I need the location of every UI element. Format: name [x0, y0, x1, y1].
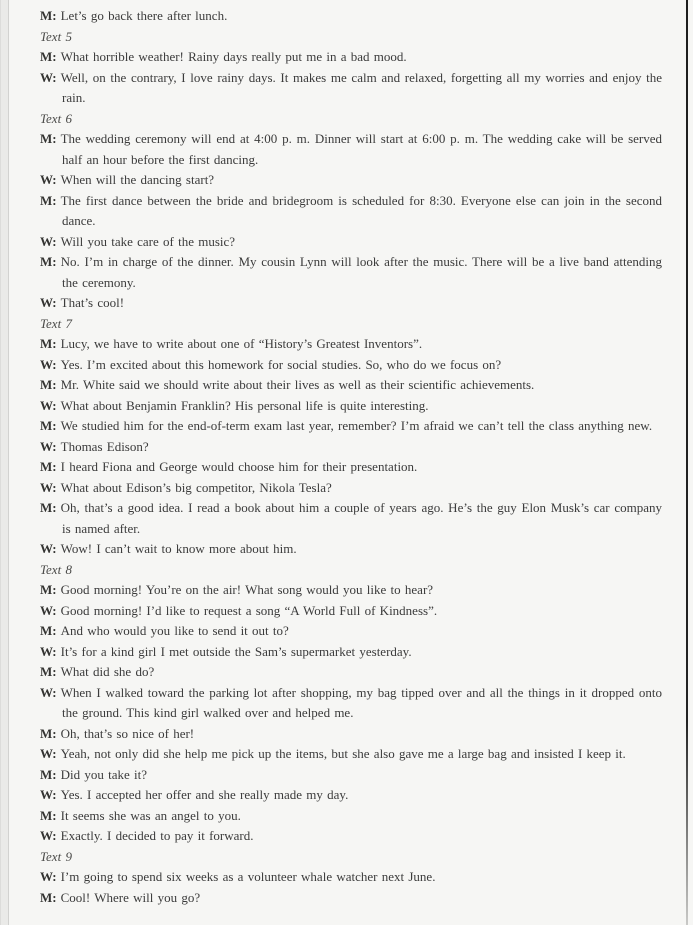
dialogue-line — [40, 293, 662, 314]
scan-right-edge-line — [686, 0, 688, 925]
utterance-text: Wow! I can’t wait to know more about him. — [60, 541, 297, 556]
speaker-label: W: — [40, 602, 57, 618]
dialogue-line — [40, 170, 662, 191]
utterance-text: Cool! Where will you go? — [60, 889, 201, 905]
utterance-text: Exactly. I decided to pay it forward. — [60, 828, 254, 843]
dialogue-line — [40, 683, 662, 724]
dialogue-line — [40, 601, 662, 622]
utterance-text: Lucy, we have to write about one of “History’s Greatest Inventors”. — [60, 336, 423, 351]
dialogue-line — [40, 785, 662, 806]
speaker-label: W: — [40, 295, 57, 310]
speaker-label: M: — [40, 500, 57, 515]
speaker-label: M: — [40, 8, 57, 23]
dialogue-line — [40, 662, 662, 683]
utterance-text: That’s cool! — [60, 295, 125, 310]
speaker-label: M: — [40, 254, 57, 269]
speaker-label: W: — [40, 541, 57, 556]
dialogue-line — [40, 888, 662, 909]
speaker-label: W: — [40, 746, 57, 761]
dialogue-line — [40, 191, 662, 232]
utterance-text: Oh, that’s so nice of her! — [60, 725, 195, 741]
speaker-label: M: — [40, 725, 57, 741]
section-label: Text 9 — [40, 848, 72, 864]
speaker-label: W: — [40, 643, 57, 659]
dialogue-line — [40, 334, 662, 355]
speaker-label: W: — [40, 479, 57, 495]
speaker-label: W: — [40, 397, 57, 413]
scan-left-margin — [0, 0, 9, 925]
dialogue-line — [40, 580, 662, 601]
speaker-label: M: — [40, 582, 57, 597]
speaker-label: W: — [40, 787, 57, 802]
section-label: Text 6 — [40, 110, 72, 126]
speaker-label: M: — [40, 664, 57, 679]
speaker-label: W: — [40, 356, 57, 372]
speaker-label: M: — [40, 623, 57, 638]
dialogue-line — [40, 765, 662, 786]
dialogue-line — [40, 396, 662, 417]
speaker-label: M: — [40, 131, 57, 146]
dialogue-line — [40, 826, 662, 847]
dialogue-line — [40, 457, 662, 478]
dialogue-line — [40, 621, 662, 642]
dialogue-line — [40, 498, 662, 539]
utterance-text: Good morning! I’d like to request a song “A World Full of Kindness”. — [60, 602, 438, 618]
speaker-label: M: — [40, 192, 57, 208]
utterance-text: What did she do? — [60, 664, 155, 679]
dialogue-line — [40, 6, 662, 27]
speaker-label: W: — [40, 233, 57, 249]
speaker-label: W: — [40, 684, 57, 700]
utterance-text: We studied him for the end-of-term exam last year, remember? I’m afraid we can’t tell the class anything new. — [60, 418, 653, 433]
dialogue-line — [40, 478, 662, 499]
dialogue-line — [40, 252, 662, 293]
utterance-text: Will you take care of the music? — [60, 233, 236, 249]
utterance-text: The first dance between the bride and bridegroom is scheduled for 8:30. Everyone else can join in the second dance. — [60, 192, 662, 228]
utterance-text: It’s for a kind girl I met outside the Sam’s supermarket yesterday. — [60, 643, 412, 659]
utterance-text: Well, on the contrary, I love rainy days. It makes me calm and relaxed, forgetting all my worries and enjoy the rain. — [60, 69, 662, 105]
dialogue-line — [40, 437, 662, 458]
speaker-label: W: — [40, 869, 57, 884]
speaker-label: M: — [40, 418, 57, 433]
speaker-label: M: — [40, 377, 57, 392]
utterance-text: I’m going to spend six weeks as a volunteer whale watcher next June. — [60, 869, 436, 884]
utterance-text: I heard Fiona and George would choose him for their presentation. — [60, 459, 418, 474]
speaker-label: M: — [40, 807, 57, 823]
utterance-text: Mr. White said we should write about their lives as well as their scientific achievements. — [60, 377, 535, 392]
section-label: Text 5 — [40, 28, 72, 44]
section-label: Text 8 — [40, 561, 72, 577]
utterance-text: Oh, that’s a good idea. I read a book about him a couple of years ago. He’s the guy Elon Musk’s car company is named after. — [60, 500, 662, 536]
dialogue-line — [40, 129, 662, 170]
speaker-label: M: — [40, 336, 57, 351]
dialogue-line — [40, 355, 662, 376]
utterance-text: Did you take it? — [60, 766, 148, 782]
utterance-text: No. I’m in charge of the dinner. My cousin Lynn will look after the music. There will be a live band attending the ceremony. — [60, 254, 662, 290]
dialogue-line — [40, 642, 662, 663]
utterance-text: What horrible weather! Rainy days really put me in a bad mood. — [60, 49, 407, 64]
speaker-label: W: — [40, 438, 57, 454]
utterance-text: When will the dancing start? — [60, 172, 215, 187]
speaker-label: M: — [40, 889, 57, 905]
dialogue-line — [40, 806, 662, 827]
dialogue-line — [40, 68, 662, 109]
utterance-text: What about Benjamin Franklin? His personal life is quite interesting. — [60, 397, 429, 413]
section-label: Text 7 — [40, 315, 72, 331]
utterance-text: Good morning! You’re on the air! What song would you like to hear? — [60, 582, 434, 597]
dialogue-line — [40, 232, 662, 253]
speaker-label: M: — [40, 459, 57, 474]
utterance-text: Yes. I’m excited about this homework for social studies. So, who do we focus on? — [60, 356, 502, 372]
utterance-text: Thomas Edison? — [60, 438, 149, 454]
speaker-label: M: — [40, 49, 57, 64]
dialogue-line — [40, 375, 662, 396]
utterance-text: When I walked toward the parking lot after shopping, my bag tipped over and all the things in it dropped onto the ground. This kind girl walked over and helped me. — [60, 684, 662, 720]
utterance-text: Yeah, not only did she help me pick up the items, but she also gave me a large bag and insisted I keep it. — [60, 746, 626, 761]
speaker-label: W: — [40, 69, 57, 85]
dialogue-line — [40, 47, 662, 68]
transcript — [40, 6, 662, 908]
utterance-text: Yes. I accepted her offer and she really made my day. — [60, 787, 349, 802]
utterance-text: The wedding ceremony will end at 4:00 p. m. Dinner will start at 6:00 p. m. The wedding cake will be served half an hour before the first dancing. — [60, 131, 662, 167]
utterance-text: It seems she was an angel to you. — [60, 807, 241, 823]
dialogue-line — [40, 416, 662, 437]
dialogue-line — [40, 744, 662, 765]
utterance-text: Let’s go back there after lunch. — [60, 8, 228, 23]
speaker-label: M: — [40, 766, 57, 782]
dialogue-line — [40, 539, 662, 560]
dialogue-line — [40, 724, 662, 745]
utterance-text: And who would you like to send it out to? — [60, 623, 289, 638]
speaker-label: W: — [40, 172, 57, 187]
utterance-text: What about Edison’s big competitor, Nikola Tesla? — [60, 479, 332, 495]
dialogue-line — [40, 867, 662, 888]
speaker-label: W: — [40, 828, 57, 843]
